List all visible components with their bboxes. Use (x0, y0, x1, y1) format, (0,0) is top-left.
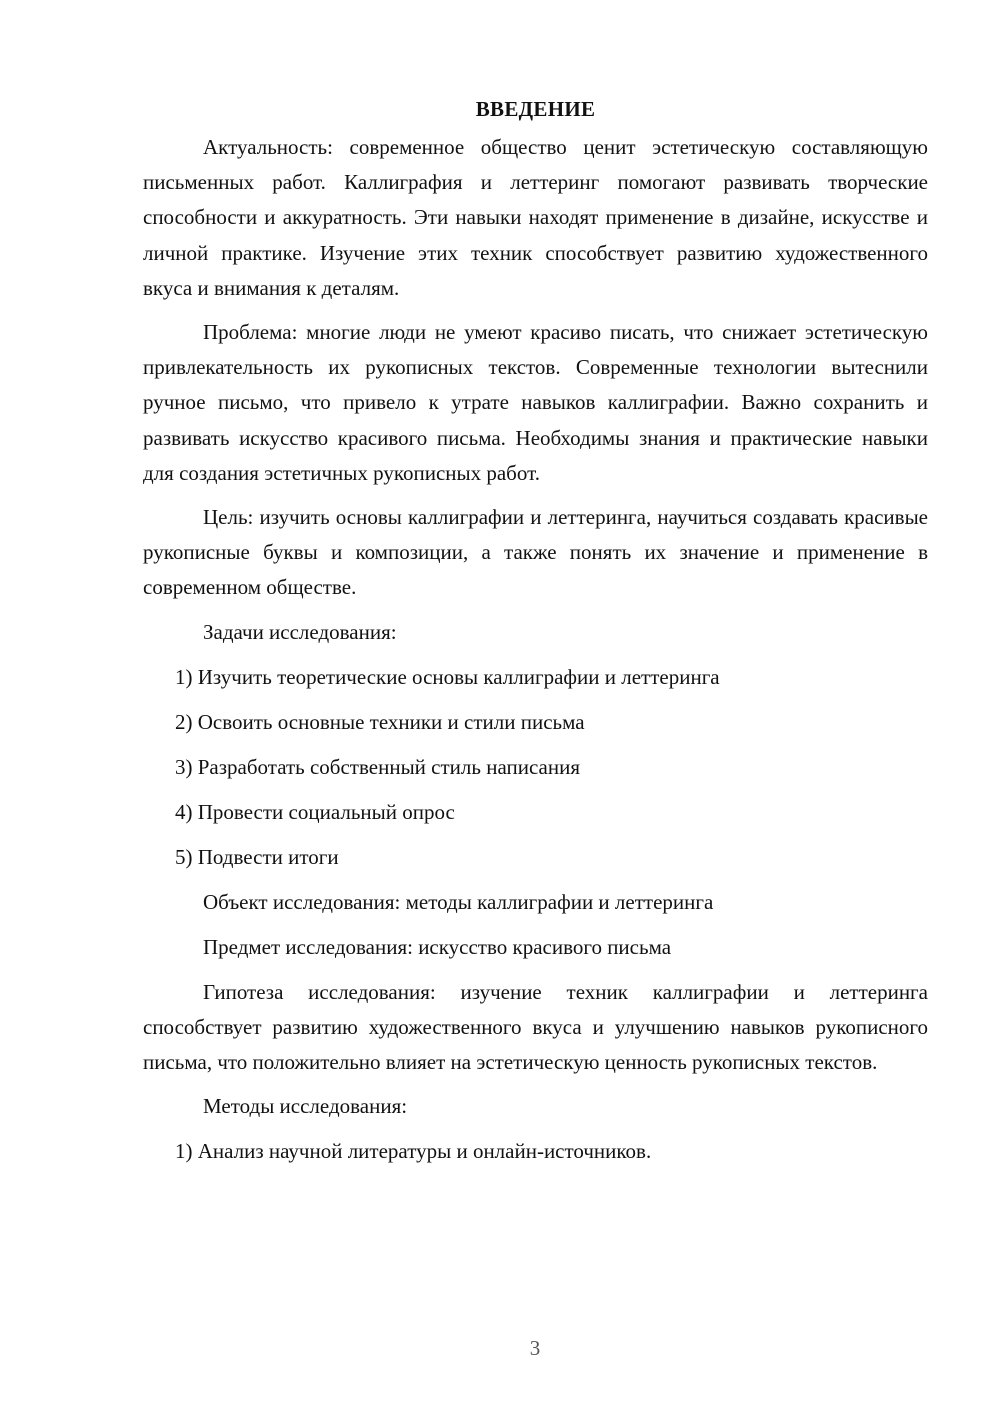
list-item: 3) Разработать собственный стиль написания (175, 754, 581, 779)
page-number: 3 (529, 1336, 541, 1360)
hypothesis-paragraph: Гипотеза исследования: изучение техник каллиграфии и леттеринга способствует развитию художественного вкуса и улучшению навыков рукописного письма, что положительно влияет на эстетическую ценность рукописных текстов. (143, 979, 928, 1075)
methods-list (143, 1134, 928, 1169)
list-item: 1) Изучить теоретические основы каллиграфии и леттеринга (175, 664, 720, 689)
research-subject: Предмет исследования: искусство красивого письма (203, 934, 672, 959)
goal-paragraph: Цель: изучить основы каллиграфии и леттеринга, научиться создавать красивые рукописные буквы и композиции, а также понять их значение и применение в современном обществе. (143, 505, 928, 600)
relevance-paragraph: Актуальность: современное общество ценит эстетическую составляющую письменных работ. Каллиграфия и леттеринг помогают развивать творческие способности и аккуратность. Эти навыки находят применение в дизайне, искусстве и личной практике. Изучение этих техник способствует развитию художественного вкуса и внимания к деталям. (143, 135, 928, 300)
problem-paragraph: Проблема: многие люди не умеют красиво писать, что снижает эстетическую привлекательность их рукописных текстов. Современные технологии вытеснили ручное письмо, что привело к утрате навыков каллиграфии. Важно сохранить и развивать искусство красивого письма. Необходимы знания и практические навыки для создания эстетичных рукописных работ. (143, 320, 928, 485)
tasks-heading: Задачи исследования: (203, 619, 397, 644)
section-title: ВВЕДЕНИЕ (475, 97, 596, 121)
list-item: 4) Провести социальный опрос (175, 799, 455, 824)
list-item: 5) Подвести итоги (175, 844, 339, 869)
tasks-list (143, 660, 928, 875)
list-item: 1) Анализ научной литературы и онлайн-источников. (175, 1139, 652, 1164)
list-item: 2) Освоить основные техники и стили письма (175, 709, 585, 734)
research-object: Объект исследования: методы каллиграфии и леттеринга (203, 889, 714, 914)
methods-heading: Методы исследования: (203, 1094, 408, 1119)
document-page (143, 94, 928, 1179)
